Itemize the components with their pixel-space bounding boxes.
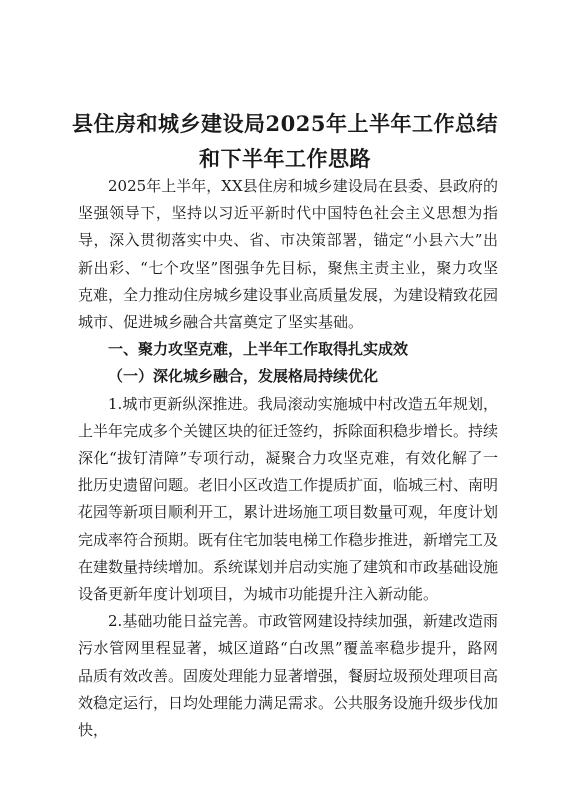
section-heading: 一、聚力攻坚克难，上半年工作取得扎实成效 [108,340,409,359]
subsection-heading: （一）深化城乡融合，发展格局持续优化 [108,367,379,386]
paragraph-infrastructure: 2.基础功能日益完善。市政管网建设持续加强，新建改造雨污水管网里程显著，城区道路“白改黑”覆盖率稳步提升，路网品质有效改善。固废处理能力显著增强，餐厨垃圾预处理项目高效稳定运行，日均处理能力满足需求。公共服务设施升级步伐加快， [78,612,499,740]
intro-paragraph: 2025年上半年，XX县住房和城乡建设局在县委、县政府的坚强领导下，坚持以习近平新时代中国特色社会主义思想为指导，深入贯彻落实中央、省、市决策部署，锚定“小县六大”出新出彩、“七个攻坚”图强争先目标，聚焦主责主业，聚力攻坚克难，全力推动住房城乡建设事业高质量发展，为建设精致花园城市、促进城乡融合共富奠定了坚实基础。 [78,177,499,332]
paragraph-urban-renewal: 1.城市更新纵深推进。我局滚动实施城中村改造五年规划，上半年完成多个关键区块的征迁签约，拆除面积稳步增长。持续深化“拔钉清障”专项行动，凝聚合力攻坚克难，有效化解了一批历史遗留问题。老旧小区改造工作提质扩面，临城三村、南明花园等新项目顺利开工，累计进场施工项目数量可观，年度计划完成率符合预期。既有住宅加装电梯工作稳步推进，新增完工及在建数量持续增加。系统谋划并启动实施了建筑和市政基础设施设备更新年度计划项目，为城市功能提升注入新动能。 [78,394,499,604]
document-title-line1: 县住房和城乡建设局2025年上半年工作总结 [72,111,498,136]
document-title-line2: 和下半年工作思路 [199,146,371,171]
document-body [78,173,498,744]
